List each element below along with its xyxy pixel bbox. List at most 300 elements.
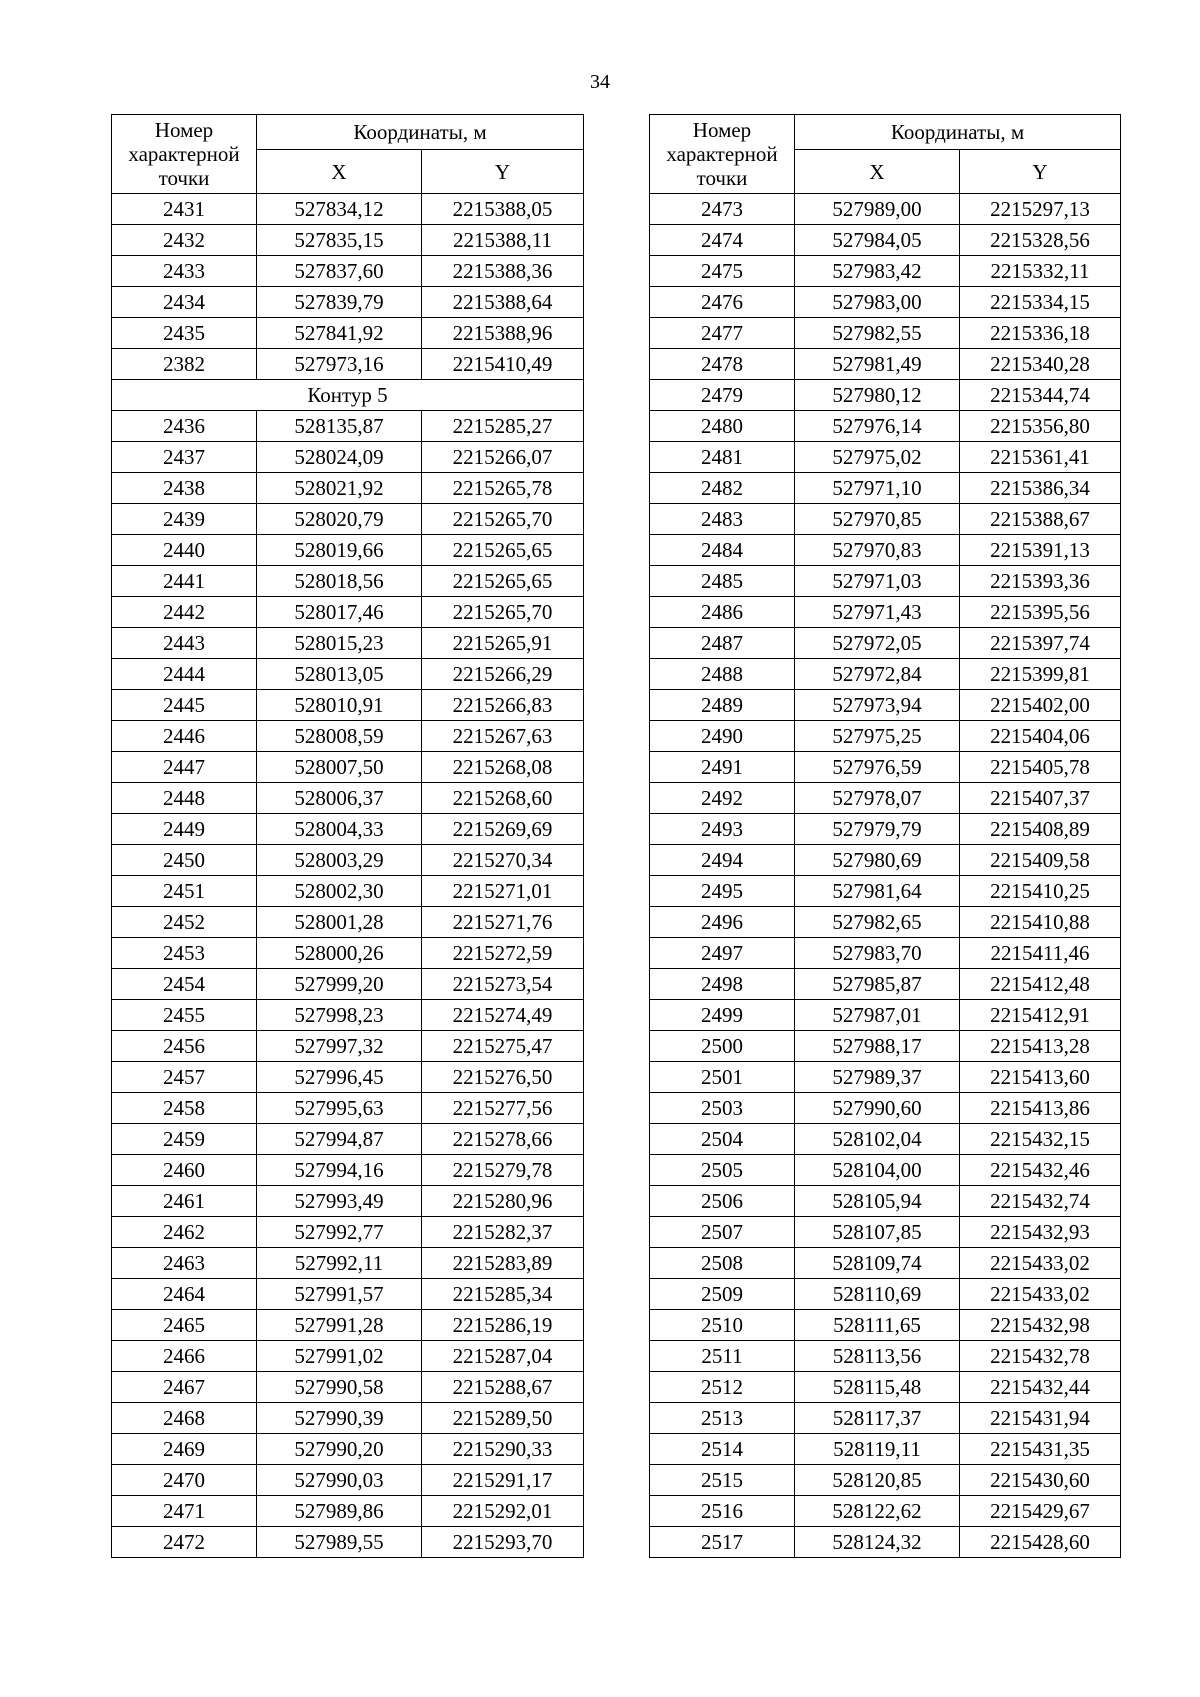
point-number-cell: 2458 [112,1093,257,1124]
point-number-cell: 2450 [112,845,257,876]
point-number-cell: 2448 [112,783,257,814]
table-row [112,349,584,380]
x-coordinate-cell: 527980,69 [795,845,960,876]
x-coordinate-cell: 528010,91 [257,690,422,721]
point-number-cell: 2473 [650,194,795,225]
y-coordinate-cell: 2215269,69 [422,814,584,845]
point-number-cell: 2469 [112,1434,257,1465]
table-row [650,1527,1121,1558]
y-coordinate-cell: 2215432,74 [960,1186,1121,1217]
point-number-cell: 2508 [650,1248,795,1279]
y-coordinate-cell: 2215268,08 [422,752,584,783]
y-coordinate-cell: 2215410,49 [422,349,584,380]
point-number-cell: 2515 [650,1465,795,1496]
y-coordinate-cell: 2215388,96 [422,318,584,349]
coordinates-table-right [649,114,1121,1558]
point-number-cell: 2500 [650,1031,795,1062]
y-coordinate-cell: 2215279,78 [422,1155,584,1186]
table-row [112,1062,584,1093]
point-number-cell: 2468 [112,1403,257,1434]
point-number-cell: 2454 [112,969,257,1000]
point-number-cell: 2459 [112,1124,257,1155]
point-number-cell: 2489 [650,690,795,721]
table-row [650,721,1121,752]
x-coordinate-cell: 527990,39 [257,1403,422,1434]
x-coordinate-cell: 527999,20 [257,969,422,1000]
point-number-cell: 2462 [112,1217,257,1248]
x-coordinate-cell: 527983,42 [795,256,960,287]
coordinates-table-left [111,114,584,1558]
y-coordinate-cell: 2215407,37 [960,783,1121,814]
y-coordinate-cell: 2215391,13 [960,535,1121,566]
y-coordinate-cell: 2215433,02 [960,1248,1121,1279]
x-coordinate-cell: 528008,59 [257,721,422,752]
x-coordinate-cell: 527971,03 [795,566,960,597]
y-coordinate-cell: 2215429,67 [960,1496,1121,1527]
point-number-cell: 2447 [112,752,257,783]
x-coordinate-cell: 528111,65 [795,1310,960,1341]
x-coordinate-cell: 528006,37 [257,783,422,814]
point-number-cell: 2503 [650,1093,795,1124]
table-row [112,907,584,938]
point-number-cell: 2456 [112,1031,257,1062]
x-coordinate-cell: 527990,58 [257,1372,422,1403]
x-coordinate-cell: 527994,87 [257,1124,422,1155]
header-coordinates: Координаты, м [795,115,1121,150]
x-coordinate-cell: 528119,11 [795,1434,960,1465]
x-coordinate-cell: 528021,92 [257,473,422,504]
table-row [650,225,1121,256]
x-coordinate-cell: 528002,30 [257,876,422,907]
point-number-cell: 2490 [650,721,795,752]
x-coordinate-cell: 527981,64 [795,876,960,907]
header-point-number: Номер характерной точки [650,115,795,194]
table-row [650,473,1121,504]
table-row [112,194,584,225]
y-coordinate-cell: 2215276,50 [422,1062,584,1093]
point-number-cell: 2449 [112,814,257,845]
point-number-cell: 2485 [650,566,795,597]
point-number-cell: 2493 [650,814,795,845]
x-coordinate-cell: 527973,94 [795,690,960,721]
x-coordinate-cell: 528122,62 [795,1496,960,1527]
table-row [650,1000,1121,1031]
table-row [112,752,584,783]
table-row [650,535,1121,566]
table-row [112,1000,584,1031]
x-coordinate-cell: 528015,23 [257,628,422,659]
y-coordinate-cell: 2215285,27 [422,411,584,442]
header-coordinates: Координаты, м [257,115,584,150]
y-coordinate-cell: 2215332,11 [960,256,1121,287]
x-coordinate-cell: 528117,37 [795,1403,960,1434]
table-row [112,1031,584,1062]
table-row [112,783,584,814]
x-coordinate-cell: 527970,83 [795,535,960,566]
point-number-cell: 2505 [650,1155,795,1186]
table-row [112,690,584,721]
table-row [112,1372,584,1403]
point-number-cell: 2437 [112,442,257,473]
point-number-cell: 2455 [112,1000,257,1031]
x-coordinate-cell: 527991,28 [257,1310,422,1341]
x-coordinate-cell: 527973,16 [257,349,422,380]
y-coordinate-cell: 2215395,56 [960,597,1121,628]
table-body [112,194,584,1558]
point-number-cell: 2460 [112,1155,257,1186]
x-coordinate-cell: 527994,16 [257,1155,422,1186]
table-row [650,1093,1121,1124]
y-coordinate-cell: 2215286,19 [422,1310,584,1341]
header-x: X [257,150,422,194]
point-number-cell: 2479 [650,380,795,411]
point-number-cell: 2436 [112,411,257,442]
point-number-cell: 2514 [650,1434,795,1465]
table-row [650,1341,1121,1372]
x-coordinate-cell: 528120,85 [795,1465,960,1496]
table-row [650,1031,1121,1062]
table-row [650,1124,1121,1155]
point-number-cell: 2435 [112,318,257,349]
table-row [650,1062,1121,1093]
y-coordinate-cell: 2215289,50 [422,1403,584,1434]
table-row [650,411,1121,442]
point-number-cell: 2501 [650,1062,795,1093]
table-row [112,1527,584,1558]
y-coordinate-cell: 2215270,34 [422,845,584,876]
y-coordinate-cell: 2215411,46 [960,938,1121,969]
header-y: Y [960,150,1121,194]
table-row [650,1279,1121,1310]
y-coordinate-cell: 2215275,47 [422,1031,584,1062]
table-row [112,1217,584,1248]
table-row [112,721,584,752]
y-coordinate-cell: 2215265,65 [422,566,584,597]
point-number-cell: 2445 [112,690,257,721]
table-row [650,442,1121,473]
x-coordinate-cell: 527835,15 [257,225,422,256]
table-row [112,1465,584,1496]
x-coordinate-cell: 527990,03 [257,1465,422,1496]
point-number-cell: 2474 [650,225,795,256]
y-coordinate-cell: 2215293,70 [422,1527,584,1558]
point-number-cell: 2506 [650,1186,795,1217]
y-coordinate-cell: 2215431,35 [960,1434,1121,1465]
x-coordinate-cell: 527992,77 [257,1217,422,1248]
table-row [112,225,584,256]
point-number-cell: 2444 [112,659,257,690]
y-coordinate-cell: 2215405,78 [960,752,1121,783]
y-coordinate-cell: 2215265,91 [422,628,584,659]
table-row [112,1496,584,1527]
point-number-cell: 2483 [650,504,795,535]
y-coordinate-cell: 2215433,02 [960,1279,1121,1310]
point-number-cell: 2433 [112,256,257,287]
table-row [112,876,584,907]
table-row [650,659,1121,690]
point-number-cell: 2434 [112,287,257,318]
table-row [112,845,584,876]
table-row [112,535,584,566]
point-number-cell: 2466 [112,1341,257,1372]
table-row [112,1434,584,1465]
header-x: X [795,150,960,194]
point-number-cell: 2509 [650,1279,795,1310]
x-coordinate-cell: 528104,00 [795,1155,960,1186]
table-row [650,876,1121,907]
x-coordinate-cell: 527971,43 [795,597,960,628]
point-number-cell: 2446 [112,721,257,752]
y-coordinate-cell: 2215292,01 [422,1496,584,1527]
x-coordinate-cell: 528109,74 [795,1248,960,1279]
y-coordinate-cell: 2215393,36 [960,566,1121,597]
point-number-cell: 2480 [650,411,795,442]
point-number-cell: 2440 [112,535,257,566]
point-number-cell: 2471 [112,1496,257,1527]
x-coordinate-cell: 527979,79 [795,814,960,845]
x-coordinate-cell: 527978,07 [795,783,960,814]
point-number-cell: 2477 [650,318,795,349]
y-coordinate-cell: 2215290,33 [422,1434,584,1465]
y-coordinate-cell: 2215413,86 [960,1093,1121,1124]
x-coordinate-cell: 527975,02 [795,442,960,473]
table-row [112,1341,584,1372]
x-coordinate-cell: 527990,60 [795,1093,960,1124]
table-row [112,1403,584,1434]
y-coordinate-cell: 2215388,11 [422,225,584,256]
point-number-cell: 2470 [112,1465,257,1496]
x-coordinate-cell: 527975,25 [795,721,960,752]
table-row [650,1496,1121,1527]
table-row [112,566,584,597]
page-number: 34 [590,71,610,93]
y-coordinate-cell: 2215328,56 [960,225,1121,256]
point-number-cell: 2442 [112,597,257,628]
table-row [650,1155,1121,1186]
table-row [650,318,1121,349]
table-row [650,287,1121,318]
point-number-cell: 2516 [650,1496,795,1527]
table-row [650,1217,1121,1248]
y-coordinate-cell: 2215388,36 [422,256,584,287]
point-number-cell: 2478 [650,349,795,380]
x-coordinate-cell: 527993,49 [257,1186,422,1217]
point-number-cell: 2441 [112,566,257,597]
x-coordinate-cell: 527834,12 [257,194,422,225]
x-coordinate-cell: 527971,10 [795,473,960,504]
y-coordinate-cell: 2215340,28 [960,349,1121,380]
table-row [112,504,584,535]
point-number-cell: 2512 [650,1372,795,1403]
y-coordinate-cell: 2215388,05 [422,194,584,225]
table-row [112,659,584,690]
table-row [112,473,584,504]
point-number-cell: 2484 [650,535,795,566]
x-coordinate-cell: 527839,79 [257,287,422,318]
x-coordinate-cell: 527989,37 [795,1062,960,1093]
y-coordinate-cell: 2215413,60 [960,1062,1121,1093]
table-row [112,814,584,845]
y-coordinate-cell: 2215283,89 [422,1248,584,1279]
point-number-cell: 2482 [650,473,795,504]
point-number-cell: 2487 [650,628,795,659]
point-number-cell: 2452 [112,907,257,938]
x-coordinate-cell: 527982,55 [795,318,960,349]
x-coordinate-cell: 527998,23 [257,1000,422,1031]
x-coordinate-cell: 527970,85 [795,504,960,535]
y-coordinate-cell: 2215404,06 [960,721,1121,752]
x-coordinate-cell: 528113,56 [795,1341,960,1372]
x-coordinate-cell: 528018,56 [257,566,422,597]
y-coordinate-cell: 2215388,67 [960,504,1121,535]
table-row [650,969,1121,1000]
y-coordinate-cell: 2215266,29 [422,659,584,690]
y-coordinate-cell: 2215265,65 [422,535,584,566]
x-coordinate-cell: 527976,14 [795,411,960,442]
point-number-cell: 2382 [112,349,257,380]
y-coordinate-cell: 2215356,80 [960,411,1121,442]
header-y: Y [422,150,584,194]
point-number-cell: 2472 [112,1527,257,1558]
y-coordinate-cell: 2215430,60 [960,1465,1121,1496]
y-coordinate-cell: 2215412,91 [960,1000,1121,1031]
point-number-cell: 2511 [650,1341,795,1372]
y-coordinate-cell: 2215386,34 [960,473,1121,504]
x-coordinate-cell: 528007,50 [257,752,422,783]
point-number-cell: 2497 [650,938,795,969]
y-coordinate-cell: 2215361,41 [960,442,1121,473]
table-body [650,194,1121,1558]
y-coordinate-cell: 2215288,67 [422,1372,584,1403]
table-row [650,1465,1121,1496]
point-number-cell: 2486 [650,597,795,628]
table-row [112,411,584,442]
point-number-cell: 2498 [650,969,795,1000]
header-point-number: Номер характерной точки [112,115,257,194]
table-row [650,845,1121,876]
y-coordinate-cell: 2215408,89 [960,814,1121,845]
y-coordinate-cell: 2215267,63 [422,721,584,752]
table-row [112,1248,584,1279]
table-row [650,194,1121,225]
table-row [650,380,1121,411]
y-coordinate-cell: 2215432,46 [960,1155,1121,1186]
point-number-cell: 2495 [650,876,795,907]
x-coordinate-cell: 528105,94 [795,1186,960,1217]
x-coordinate-cell: 528024,09 [257,442,422,473]
table-row [112,1155,584,1186]
x-coordinate-cell: 528001,28 [257,907,422,938]
table-row [650,1186,1121,1217]
x-coordinate-cell: 527988,17 [795,1031,960,1062]
table-row [650,256,1121,287]
point-number-cell: 2491 [650,752,795,783]
table-row [112,287,584,318]
x-coordinate-cell: 527991,57 [257,1279,422,1310]
x-coordinate-cell: 527992,11 [257,1248,422,1279]
point-number-cell: 2439 [112,504,257,535]
point-number-cell: 2488 [650,659,795,690]
x-coordinate-cell: 527989,55 [257,1527,422,1558]
y-coordinate-cell: 2215266,83 [422,690,584,721]
x-coordinate-cell: 528000,26 [257,938,422,969]
section-label: Контур 5 [112,380,584,411]
table-row [650,628,1121,659]
x-coordinate-cell: 527984,05 [795,225,960,256]
point-number-cell: 2461 [112,1186,257,1217]
y-coordinate-cell: 2215265,70 [422,504,584,535]
x-coordinate-cell: 528102,04 [795,1124,960,1155]
x-coordinate-cell: 527996,45 [257,1062,422,1093]
x-coordinate-cell: 527980,12 [795,380,960,411]
x-coordinate-cell: 527991,02 [257,1341,422,1372]
table-row [112,256,584,287]
x-coordinate-cell: 527989,86 [257,1496,422,1527]
table-row [112,969,584,1000]
point-number-cell: 2507 [650,1217,795,1248]
y-coordinate-cell: 2215388,64 [422,287,584,318]
y-coordinate-cell: 2215274,49 [422,1000,584,1031]
point-number-cell: 2464 [112,1279,257,1310]
point-number-cell: 2467 [112,1372,257,1403]
x-coordinate-cell: 527983,70 [795,938,960,969]
point-number-cell: 2465 [112,1310,257,1341]
table-row [650,349,1121,380]
y-coordinate-cell: 2215280,96 [422,1186,584,1217]
x-coordinate-cell: 527972,05 [795,628,960,659]
point-number-cell: 2496 [650,907,795,938]
y-coordinate-cell: 2215285,34 [422,1279,584,1310]
table-row [112,628,584,659]
y-coordinate-cell: 2215399,81 [960,659,1121,690]
x-coordinate-cell: 528004,33 [257,814,422,845]
x-coordinate-cell: 528110,69 [795,1279,960,1310]
x-coordinate-cell: 527976,59 [795,752,960,783]
table-row [650,814,1121,845]
y-coordinate-cell: 2215412,48 [960,969,1121,1000]
x-coordinate-cell: 528020,79 [257,504,422,535]
point-number-cell: 2504 [650,1124,795,1155]
point-number-cell: 2453 [112,938,257,969]
y-coordinate-cell: 2215409,58 [960,845,1121,876]
point-number-cell: 2475 [650,256,795,287]
x-coordinate-cell: 527982,65 [795,907,960,938]
y-coordinate-cell: 2215278,66 [422,1124,584,1155]
x-coordinate-cell: 527983,00 [795,287,960,318]
table-row [112,597,584,628]
y-coordinate-cell: 2215265,70 [422,597,584,628]
point-number-cell: 2431 [112,194,257,225]
y-coordinate-cell: 2215282,37 [422,1217,584,1248]
x-coordinate-cell: 527995,63 [257,1093,422,1124]
y-coordinate-cell: 2215432,15 [960,1124,1121,1155]
table-row [650,1403,1121,1434]
y-coordinate-cell: 2215428,60 [960,1527,1121,1558]
x-coordinate-cell: 528013,05 [257,659,422,690]
table-row [112,1186,584,1217]
x-coordinate-cell: 528003,29 [257,845,422,876]
y-coordinate-cell: 2215287,04 [422,1341,584,1372]
section-row [112,380,584,411]
point-number-cell: 2457 [112,1062,257,1093]
x-coordinate-cell: 528115,48 [795,1372,960,1403]
x-coordinate-cell: 528135,87 [257,411,422,442]
x-coordinate-cell: 527837,60 [257,256,422,287]
y-coordinate-cell: 2215432,93 [960,1217,1121,1248]
table-row [650,783,1121,814]
table-row [112,938,584,969]
point-number-cell: 2494 [650,845,795,876]
